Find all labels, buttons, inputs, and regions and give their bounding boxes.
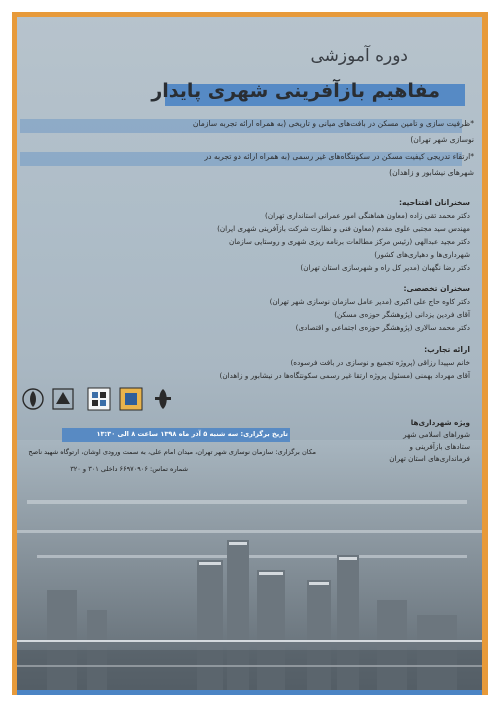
opening-speaker: دکتر محمد تقی زاده (معاون هماهنگی امور عمرانی استانداری تهران) [265, 211, 470, 220]
opening-speaker: شهرداری‌ها و دهیاری‌های کشور) [374, 250, 470, 259]
specialist-heading: سخنران تخصصی: [403, 284, 470, 293]
experience-speaker: آقای مهرداد بهمنی (مسئول پروژه ارتقا غیر رسمی سکونتگاه‌ها در نیشابور و زاهدان) [219, 371, 470, 380]
experience-speaker: خانم سپیدا رزاقی (پروژه تجمیع و نوسازی در بافت فرسوده) [290, 358, 470, 367]
experience-heading: ارائه تجارب: [424, 345, 470, 354]
poster-title: مفاهیم بازآفرینی شهری پایدار [151, 80, 440, 102]
urban-regen-logo [50, 386, 76, 412]
specialist-speaker: آقای فردین یزدانی (پژوهشگر حوزه‌ی مسکن) [334, 310, 470, 319]
city-skyline-image [17, 440, 482, 690]
ministry-logo [118, 386, 144, 412]
left-accent-bar [12, 12, 17, 695]
audience-line: ستادهای بازآفرینی و [409, 442, 470, 451]
topic-1-line-1: *ظرفیت سازی و تامین مسکن در بافت‌های میانی و تاریخی (به همراه ارائه تجربه سازمان [192, 119, 474, 128]
iran-emblem-logo [20, 386, 46, 412]
bottom-accent-bar [17, 690, 482, 695]
opening-speaker: دکتر رضا نگهبان (مدیر کل راه و شهرسازی استان تهران) [300, 263, 470, 272]
opening-speaker: دکتر مجید عبدالهی (رئیس مرکز مطالعات برنامه ریزی شهری و روستایی سازمان [228, 237, 470, 246]
event-date: تاریخ برگزاری: سه شنبه ۵ آذر ماه ۱۳۹۸ ساعت ۸ الی ۱۳:۳۰ [96, 430, 288, 438]
course-label: دوره آموزشی [310, 46, 408, 66]
municipality-logo [150, 386, 176, 412]
event-phone: شماره تماس: ۶۶۹۷۰۹۰۶ داخلی ۳۰۱ و ۳۲۰ [70, 465, 188, 473]
top-accent-bar [12, 12, 482, 17]
opening-speaker: مهندس سید مجتبی علوی مقدم (معاون فنی و نظارت شرکت بازآفرینی شهری ایران) [217, 224, 470, 233]
topic-2-line-2: شهرهای نیشابور و زاهدان) [389, 168, 474, 177]
audience-line: ویژه شهرداری‌ها [410, 418, 470, 427]
renovation-org-logo [86, 386, 112, 412]
event-venue: مکان برگزاری: سازمان نوسازی شهر تهران، میدان امام علی، به سمت ورودی اوشان، ارتوگاه شهید ناصح [28, 448, 316, 456]
specialist-speaker: دکتر محمد سالاری (پژوهشگر حوزه‌ی اجتماعی و اقتصادی) [295, 323, 470, 332]
specialist-speaker: دکتر کاوه حاج علی اکبری (مدیر عامل سازمان نوسازی شهر تهران) [269, 297, 470, 306]
opening-heading: سخنرانان افتتاحیه: [398, 198, 470, 207]
audience-line: فرمانداری‌های استان تهران [389, 454, 470, 463]
audience-line: شوراهای اسلامی شهر [403, 430, 470, 439]
topic-1-line-2: نوسازی شهر تهران) [410, 135, 474, 144]
right-accent-bar [482, 12, 488, 695]
topic-2-line-1: *ارتقاء تدریجی کیفیت مسکن در سکونتگاه‌های غیر رسمی (به همراه ارائه دو تجربه در [204, 152, 474, 161]
